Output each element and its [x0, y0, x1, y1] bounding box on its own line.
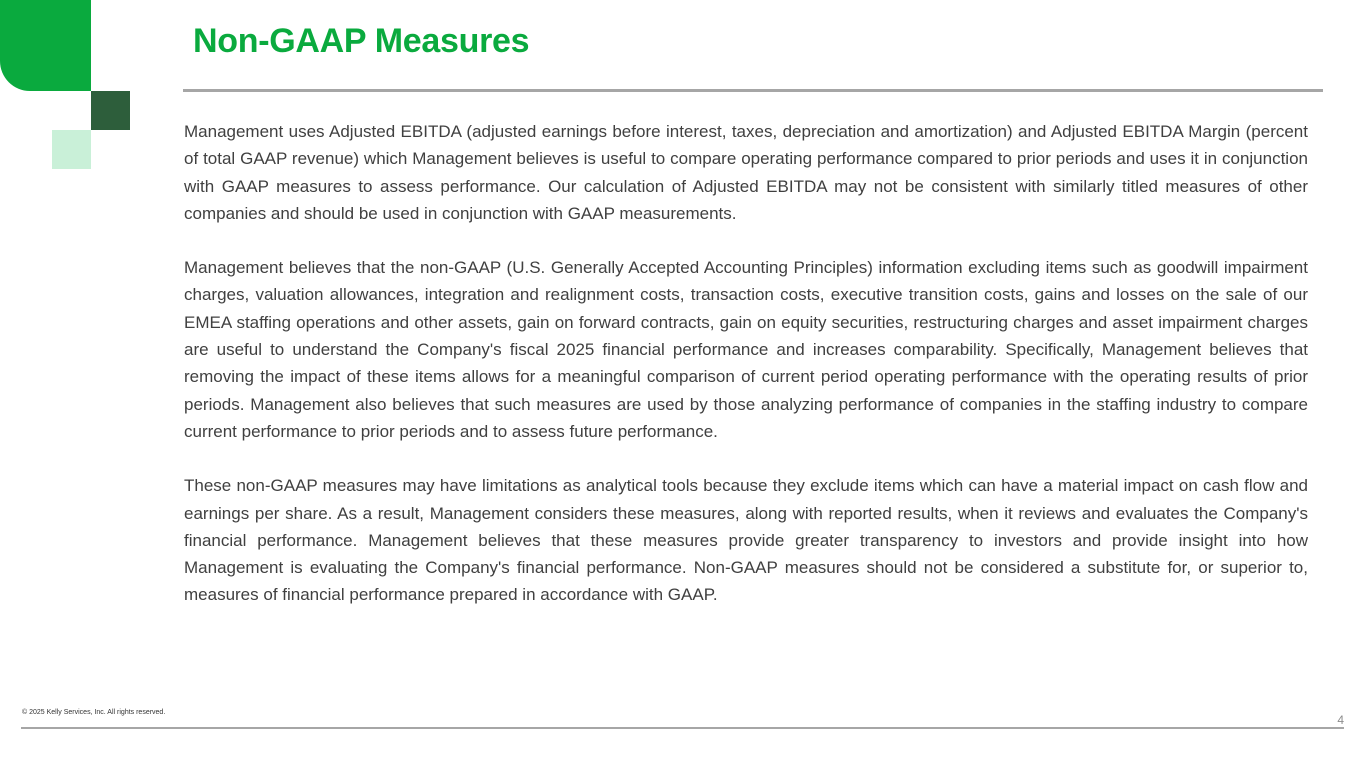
brand-square-dark [91, 91, 130, 130]
footer-copyright: © 2025 Kelly Services, Inc. All rights reserved. [22, 709, 166, 716]
footer-divider [21, 727, 1344, 729]
paragraph-limitations: These non-GAAP measures may have limitations as analytical tools because they exclude items which can have a material impact on cash flow and earnings per share. As a result, Management considers these measures, along with reported results, when it reviews and evaluates the Company's financial performance. Management believes that these measures provide greater transparency to investors and provide insight into how Management is evaluating the Company's financial performance. Non-GAAP measures should not be considered a substitute for, or superior to, measures of financial performance prepared in accordance with GAAP. [184, 476, 1308, 605]
paragraph-non-gaap-items: Management believes that the non-GAAP (U.S. Generally Accepted Accounting Principles) information excluding items such as goodwill impairment charges, valuation allowances, integration and realignment costs, transaction costs, executive transition costs, gains and losses on the sale of our EMEA staffing operations and other assets, gain on forward contracts, gain on equity securities, restructuring charges and asset impairment charges are useful to understand the Company's fiscal 2025 financial performance and increases comparability. Specifically, Management believes that removing the impact of these items allows for a meaningful comparison of current period operating performance with the operating results of prior periods. Management also believes that such measures are used by those analyzing performance of companies in the staffing industry to compare current performance to prior periods and to assess future performance. [184, 258, 1308, 441]
paragraph-adjusted-ebitda: Management uses Adjusted EBITDA (adjusted earnings before interest, taxes, depreciation and amortization) and Adjusted EBITDA Margin (percent of total GAAP revenue) which Management believes is useful to compare operating performance compared to prior periods and uses it in conjunction with GAAP measures to assess performance. Our calculation of Adjusted EBITDA may not be consistent with similarly titled measures of other companies and should be used in conjunction with GAAP measurements. [184, 122, 1308, 223]
brand-square-green [0, 0, 91, 91]
title-divider [183, 89, 1323, 92]
page-number: 4 [1337, 713, 1344, 727]
slide-body [184, 118, 1308, 636]
slide-title: Non-GAAP Measures [193, 22, 530, 60]
brand-square-light [52, 130, 91, 169]
